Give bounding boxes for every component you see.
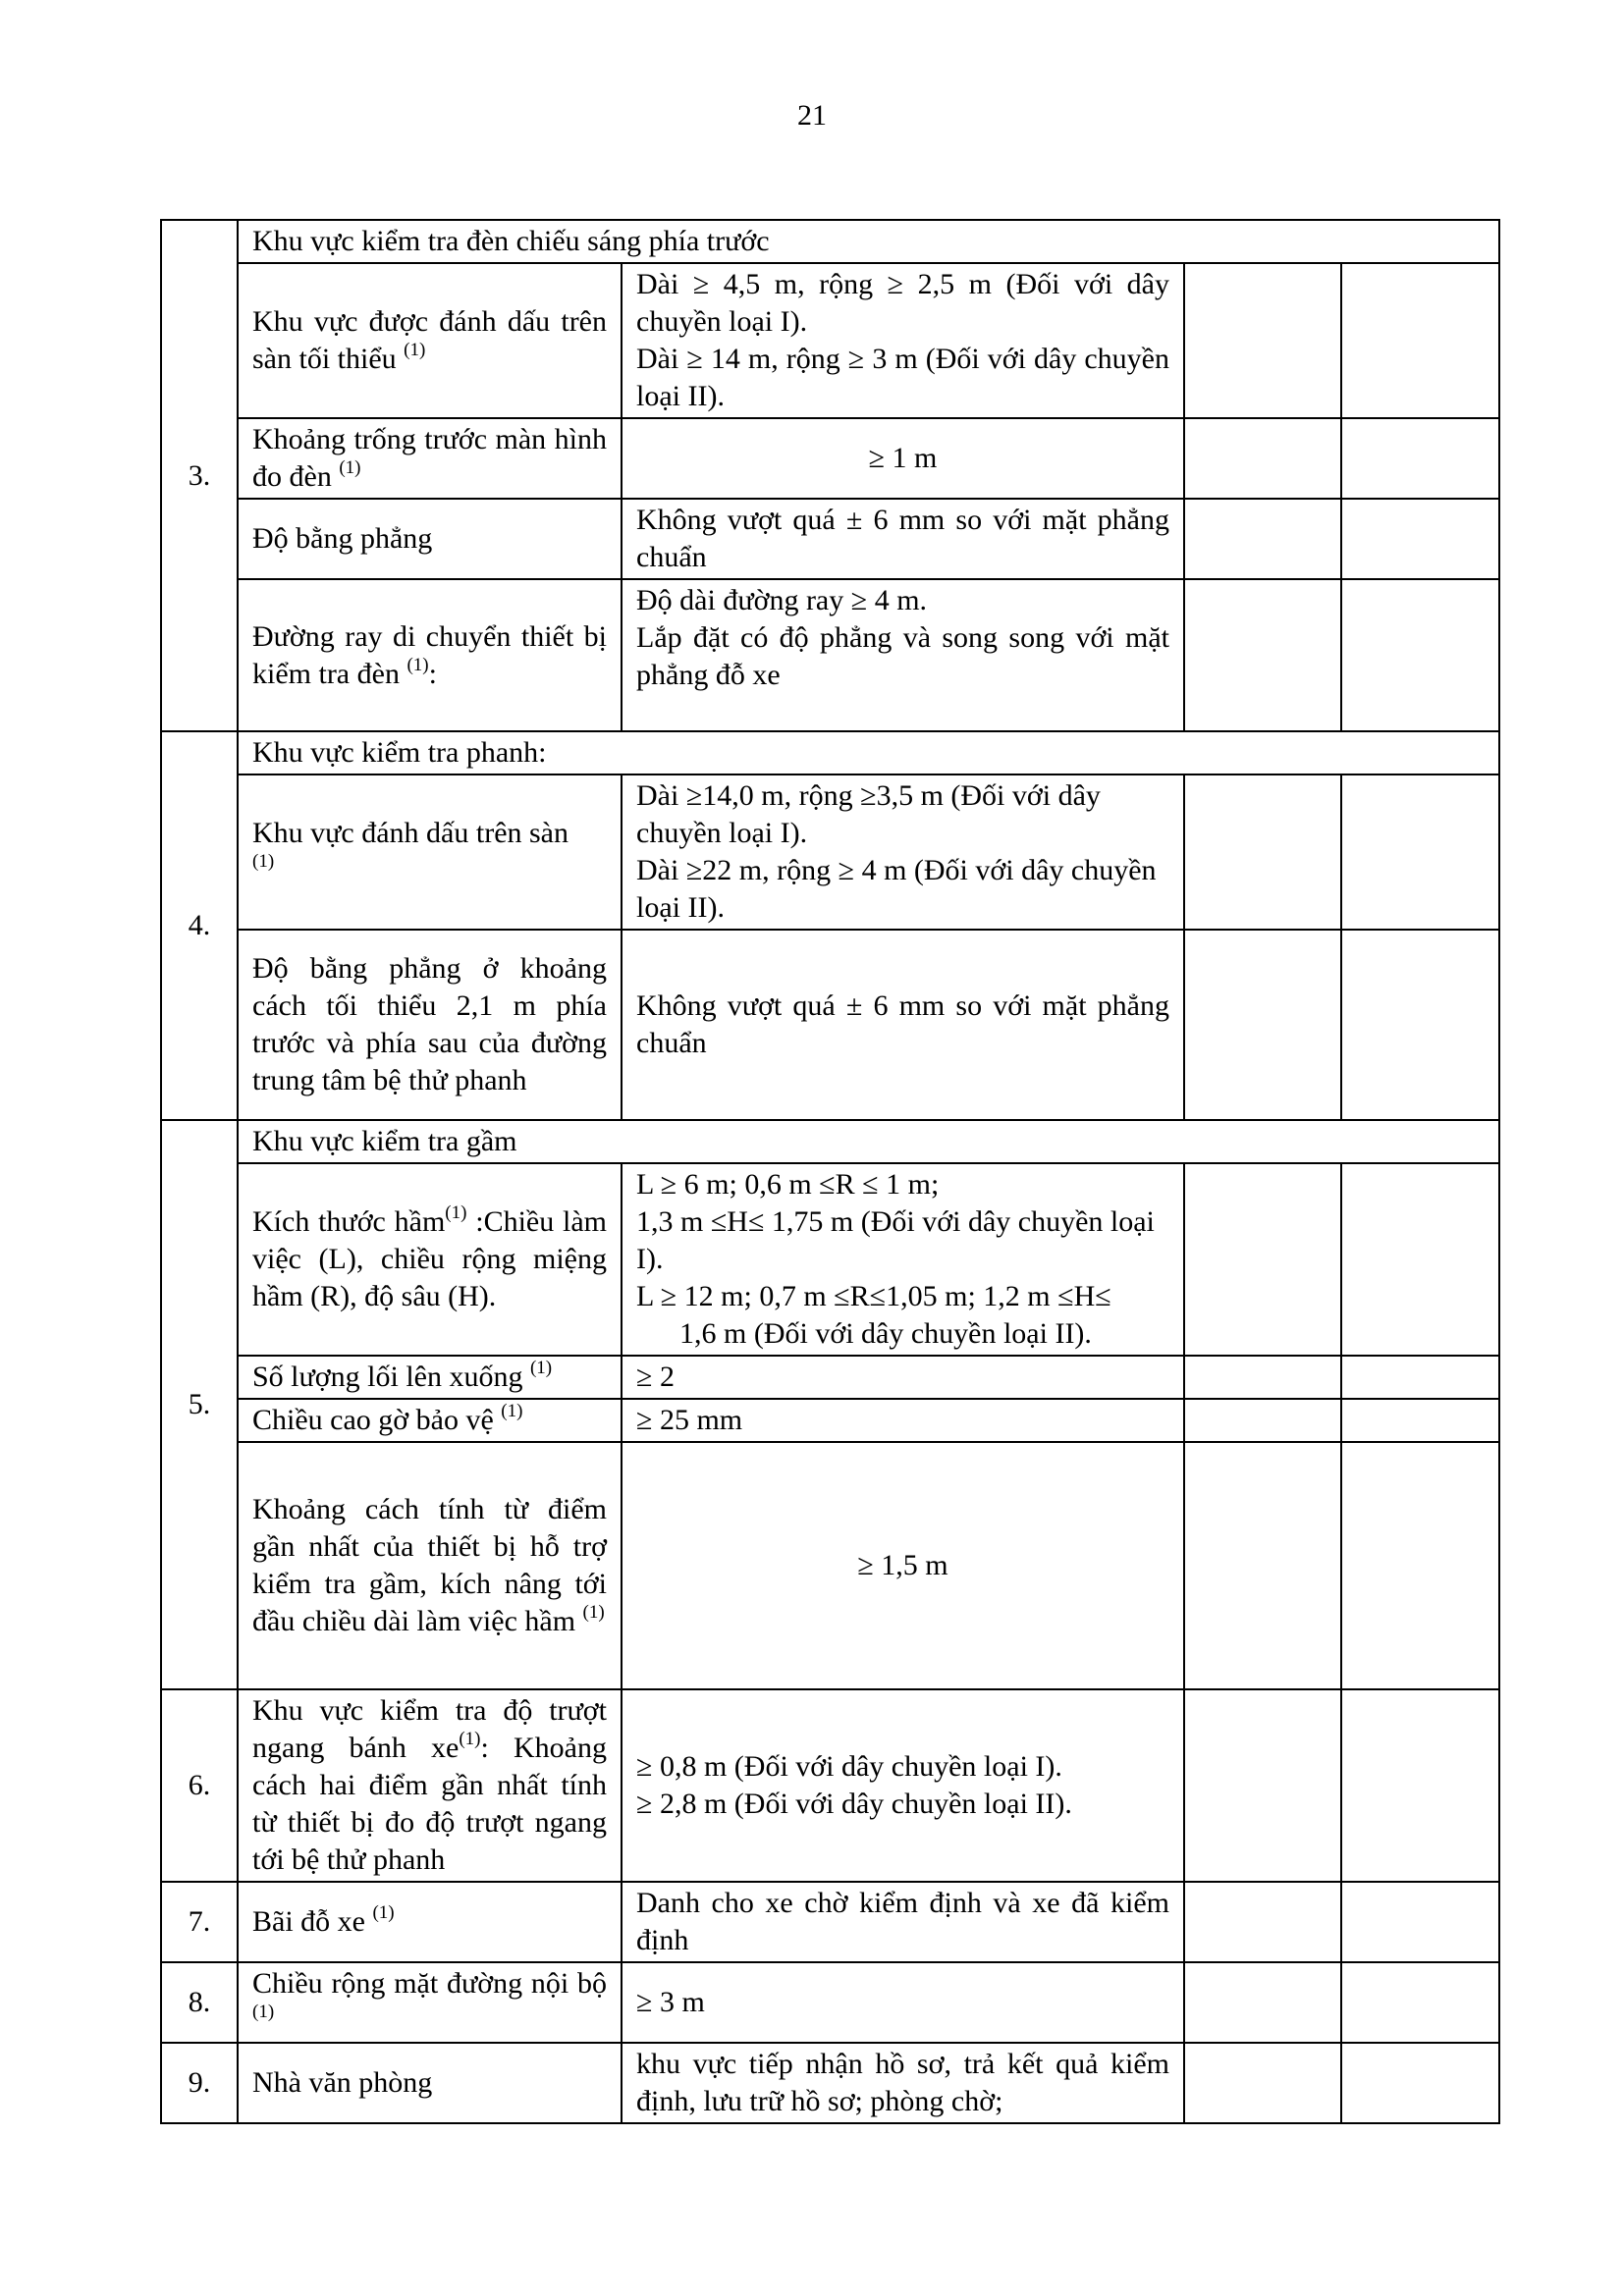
criterion-label: Chiều rộng mặt đường nội bộ $^{(1)}$ <box>238 1962 622 2043</box>
empty-cell <box>1341 1356 1499 1399</box>
table-row <box>161 930 1499 1120</box>
empty-cell <box>1341 1442 1499 1689</box>
empty-cell <box>1184 2043 1341 2123</box>
row-number: 9. <box>161 2043 238 2123</box>
requirement-cell: L ≥ 6 m; 0,6 m ≤R ≤ 1 m; 1,3 m ≤H≤ 1,75 m (Đối với dây chuyền loại I). L ≥ 12 m; 0,7 m ≤R≤1,05 m; 1,2 m ≤H≤ 1,6 m (Đối với dây chuyền loại II). <box>622 1163 1184 1356</box>
empty-cell <box>1184 930 1341 1120</box>
empty-cell <box>1184 579 1341 731</box>
row-number: 6. <box>161 1689 238 1882</box>
criterion-label: Đường ray di chuyển thiết bị kiểm tra đèn $^{(1)}$: <box>238 579 622 731</box>
requirement-cell: ≥ 1 m <box>622 418 1184 499</box>
empty-cell <box>1184 499 1341 579</box>
table-row <box>161 1163 1499 1356</box>
empty-cell <box>1341 930 1499 1120</box>
table-row <box>161 1689 1499 1882</box>
criterion-label: Số lượng lối lên xuống $^{(1)}$ <box>238 1356 622 1399</box>
empty-cell <box>1184 1882 1341 1962</box>
empty-cell <box>1341 1962 1499 2043</box>
table-row <box>161 1356 1499 1399</box>
row-number: 3. <box>161 220 238 731</box>
empty-cell <box>1184 774 1341 930</box>
row-number: 5. <box>161 1120 238 1689</box>
requirement-cell: Không vượt quá ± 6 mm so với mặt phẳng chuẩn <box>622 930 1184 1120</box>
criterion-label: Khoảng trống trước màn hình đo đèn $^{(1)}$ <box>238 418 622 499</box>
row-number: 8. <box>161 1962 238 2043</box>
empty-cell <box>1184 1689 1341 1882</box>
section-heading: Khu vực kiểm tra đèn chiếu sáng phía trước <box>238 220 1499 263</box>
table-row <box>161 1962 1499 2043</box>
requirement-cell: khu vực tiếp nhận hồ sơ, trả kết quả kiểm định, lưu trữ hồ sơ; phòng chờ; <box>622 2043 1184 2123</box>
criterion-label: Khu vực được đánh dấu trên sàn tối thiểu $^{(1)}$ <box>238 263 622 418</box>
criterion-label: Nhà văn phòng <box>238 2043 622 2123</box>
requirement-cell: Dài ≥ 4,5 m, rộng ≥ 2,5 m (Đối với dây chuyền loại I). Dài ≥ 14 m, rộng ≥ 3 m (Đối với dây chuyền loại II). <box>622 263 1184 418</box>
row-number: 4. <box>161 731 238 1120</box>
empty-cell <box>1184 1399 1341 1442</box>
empty-cell <box>1184 1442 1341 1689</box>
requirement-cell: Không vượt quá ± 6 mm so với mặt phẳng chuẩn <box>622 499 1184 579</box>
criterion-label: Bãi đỗ xe $^{(1)}$ <box>238 1882 622 1962</box>
requirement-cell: ≥ 3 m <box>622 1962 1184 2043</box>
requirement-cell: ≥ 1,5 m <box>622 1442 1184 1689</box>
empty-cell <box>1341 774 1499 930</box>
requirement-cell: ≥ 0,8 m (Đối với dây chuyền loại I). ≥ 2,8 m (Đối với dây chuyền loại II). <box>622 1689 1184 1882</box>
page-number: 21 <box>797 99 827 132</box>
empty-cell <box>1184 1962 1341 2043</box>
table-row <box>161 1882 1499 1962</box>
criterion-label: Khoảng cách tính từ điểm gần nhất của thiết bị hỗ trợ kiểm tra gầm, kích nâng tới đầu chiều dài làm việc hầm $^{(1)}$ <box>238 1442 622 1689</box>
criterion-label: Độ bằng phẳng ở khoảng cách tối thiểu 2,1 m phía trước và phía sau của đường trung tâm bệ thử phanh <box>238 930 622 1120</box>
empty-cell <box>1341 1399 1499 1442</box>
table-row <box>161 579 1499 731</box>
criterion-label: Kích thước hầm$^{(1)}$ :Chiều làm việc (L), chiều rộng miệng hầm (R), độ sâu (H). <box>238 1163 622 1356</box>
empty-cell <box>1184 418 1341 499</box>
empty-cell <box>1341 1689 1499 1882</box>
empty-cell <box>1184 1356 1341 1399</box>
criterion-label: Khu vực đánh dấu trên sàn $^{(1)}$ <box>238 774 622 930</box>
row-number: 7. <box>161 1882 238 1962</box>
requirement-cell: Độ dài đường ray ≥ 4 m. Lắp đặt có độ phẳng và song song với mặt phẳng đỗ xe <box>622 579 1184 731</box>
empty-cell <box>1341 499 1499 579</box>
section-heading: Khu vực kiểm tra gầm <box>238 1120 1499 1163</box>
empty-cell <box>1341 263 1499 418</box>
table-row <box>161 418 1499 499</box>
table-row <box>161 263 1499 418</box>
table-row <box>161 1442 1499 1689</box>
table-row <box>161 499 1499 579</box>
section-heading: Khu vực kiểm tra phanh: <box>238 731 1499 774</box>
requirement-cell: Dài ≥14,0 m, rộng ≥3,5 m (Đối với dây chuyền loại I). Dài ≥22 m, rộng ≥ 4 m (Đối với dây chuyền loại II). <box>622 774 1184 930</box>
empty-cell <box>1341 579 1499 731</box>
empty-cell <box>1341 2043 1499 2123</box>
table-row <box>161 731 1499 774</box>
table-row <box>161 1399 1499 1442</box>
empty-cell <box>1184 263 1341 418</box>
table-row <box>161 220 1499 263</box>
requirement-cell: ≥ 25 mm <box>622 1399 1184 1442</box>
specification-table <box>160 219 1500 2124</box>
requirement-cell: ≥ 2 <box>622 1356 1184 1399</box>
table-row <box>161 774 1499 930</box>
empty-cell <box>1341 1882 1499 1962</box>
criterion-label: Độ bằng phẳng <box>238 499 622 579</box>
criterion-label: Khu vực kiểm tra độ trượt ngang bánh $xe^{(1)}$: Khoảng cách hai điểm gần nhất tính từ thiết bị đo độ trượt ngang tới bệ thử phanh <box>238 1689 622 1882</box>
empty-cell <box>1341 1163 1499 1356</box>
empty-cell <box>1184 1163 1341 1356</box>
requirement-cell: Danh cho xe chờ kiểm định và xe đã kiểm định <box>622 1882 1184 1962</box>
table-row <box>161 2043 1499 2123</box>
empty-cell <box>1341 418 1499 499</box>
criterion-label: Chiều cao gờ bảo vệ $^{(1)}$ <box>238 1399 622 1442</box>
table-row <box>161 1120 1499 1163</box>
